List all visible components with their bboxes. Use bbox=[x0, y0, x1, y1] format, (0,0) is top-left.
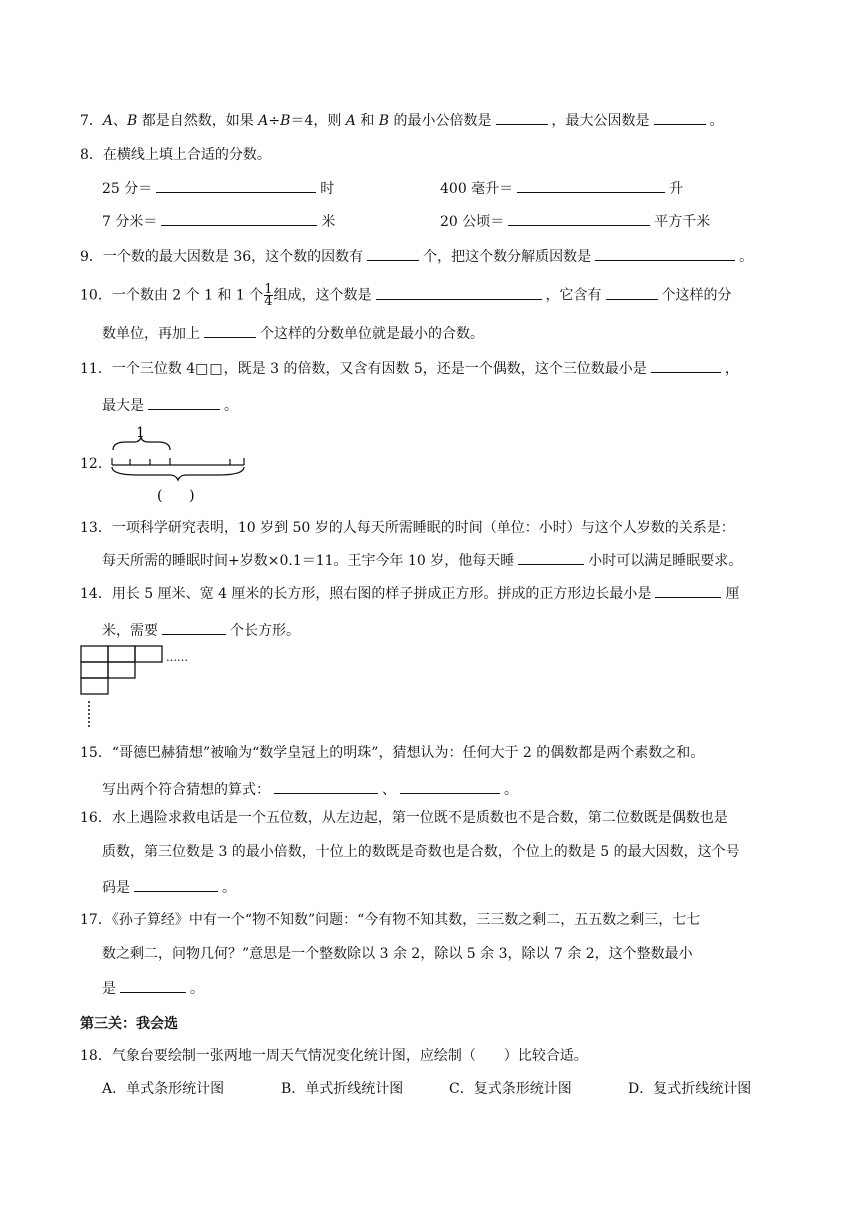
horizontal-continuation-dots: …… bbox=[166, 651, 188, 664]
q9-text: 9．一个数的最大因数是 36，这个数的因数有 bbox=[80, 249, 364, 265]
q16-text: 码是 bbox=[102, 880, 130, 896]
q18-option-d[interactable]: D．复式折线统计图 bbox=[628, 1081, 752, 1097]
answer-blank[interactable] bbox=[606, 285, 658, 300]
answer-blank[interactable] bbox=[651, 358, 721, 373]
vertical-continuation-dots bbox=[88, 701, 90, 727]
q7-text: 、 bbox=[113, 113, 128, 129]
answer-blank[interactable] bbox=[148, 395, 220, 410]
digit-boxes: □□ bbox=[195, 361, 224, 377]
answer-blank[interactable] bbox=[376, 285, 542, 300]
answer-blank[interactable] bbox=[654, 110, 706, 125]
answer-blank[interactable] bbox=[134, 877, 218, 892]
q7-text: ，最大公因数是 bbox=[551, 113, 650, 129]
fraction-one-quarter bbox=[264, 284, 272, 307]
answer-blank[interactable] bbox=[162, 620, 226, 635]
rectangle-tile bbox=[81, 678, 108, 694]
q12-line-segment-figure bbox=[108, 420, 248, 504]
question-15: 15．“哥德巴赫猜想”被喻为“数学皇冠上的明珠”，猜想认为：任何大于 2 的偶数都是两个素数之和。 bbox=[80, 745, 705, 761]
fraction-numerator: 1 bbox=[264, 282, 273, 297]
var-a: A bbox=[102, 113, 114, 129]
q8-item bbox=[440, 211, 710, 232]
var-a: A bbox=[345, 113, 356, 129]
var-b: B bbox=[127, 113, 138, 129]
answer-blank[interactable] bbox=[595, 246, 735, 261]
q7-text: ÷ bbox=[268, 113, 281, 129]
q10-text: ，它含有 bbox=[545, 287, 602, 304]
q13-text: 小时可以满足睡眠要求。 bbox=[588, 553, 743, 569]
fraction-denominator: 4 bbox=[264, 294, 273, 309]
q17-text: 。 bbox=[190, 981, 204, 997]
q14-text: 个长方形。 bbox=[230, 623, 300, 639]
q15-text: 写出两个符合猜想的算式： bbox=[102, 782, 270, 798]
answer-blank[interactable] bbox=[655, 583, 721, 598]
question-15-line2 bbox=[102, 779, 518, 800]
bottom-brace bbox=[112, 467, 244, 480]
q10-text: 个这样的分数单位就是最小的合数。 bbox=[260, 326, 484, 342]
question-8-title: 8．在横线上填上合适的分数。 bbox=[80, 147, 271, 163]
q7-text: 的最小公倍数是 bbox=[389, 113, 492, 129]
q8-item-label: 20 公顷＝ bbox=[440, 214, 505, 230]
q10-text: 10．一个数由 2 个 1 和 1 个 bbox=[80, 287, 264, 304]
q15-text: 、 bbox=[382, 782, 396, 798]
question-14 bbox=[80, 583, 739, 604]
rectangle-tile bbox=[81, 662, 108, 678]
question-13: 13．一项科学研究表明，10 岁到 50 岁的人每天所需睡眠的时间（单位：小时）与这个人岁数的关系是： bbox=[80, 520, 735, 536]
question-11-line2 bbox=[102, 395, 238, 416]
q14-text: 米，需要 bbox=[102, 623, 158, 639]
rectangle-tile bbox=[108, 662, 135, 678]
question-17-line3 bbox=[102, 978, 204, 999]
q7-text: 。 bbox=[709, 113, 724, 129]
q11-text: ， bbox=[724, 361, 739, 377]
q8-item-unit: 升 bbox=[669, 181, 684, 197]
q15-text: 。 bbox=[504, 782, 518, 798]
rectangle-tile bbox=[81, 646, 108, 662]
question-13-line2 bbox=[102, 550, 742, 571]
var-a: A bbox=[258, 113, 269, 129]
q14-text: 14．用长 5 厘米、宽 4 厘米的长方形，照右图的样子拼成正方形。拼成的正方形边长最小是 bbox=[80, 586, 652, 602]
q10-text: 数单位，再加上 bbox=[102, 326, 200, 342]
question-17: 17．《孙子算经》中有一个“物不知数”问题：“今有物不知其数，三三数之剩二，五五数之剩三，七七 bbox=[80, 912, 701, 928]
answer-blank[interactable] bbox=[400, 779, 500, 794]
q8-item-label: 25 分＝ bbox=[102, 181, 153, 197]
answer-blank[interactable] bbox=[161, 211, 317, 226]
q14-text: 厘 bbox=[725, 586, 740, 602]
question-18: 18．气象台要绘制一张两地一周天气情况变化统计图，应绘制（ ）比较合适。 bbox=[80, 1048, 588, 1064]
q8-item-unit: 时 bbox=[320, 181, 335, 197]
answer-blank[interactable] bbox=[204, 323, 256, 338]
rectangle-tile bbox=[108, 646, 135, 662]
q8-item bbox=[102, 211, 335, 232]
top-brace bbox=[113, 437, 170, 450]
q8-item-label: 400 毫升＝ bbox=[440, 181, 514, 197]
q11-text: ，既是 3 的倍数，又含有因数 5，还是一个偶数，这个三位数最小是 bbox=[223, 361, 647, 377]
q12-bottom-label: ( ) bbox=[157, 488, 195, 504]
answer-blank[interactable] bbox=[496, 110, 548, 125]
q10-text: 组成，这个数是 bbox=[273, 287, 372, 304]
q8-item-unit: 米 bbox=[321, 214, 336, 230]
q7-text: 都是自然数，如果 bbox=[137, 113, 259, 129]
section-3-heading: 第三关：我会选 bbox=[80, 1016, 178, 1032]
q7-text: ＝4，则 bbox=[290, 113, 346, 129]
question-10-line2 bbox=[102, 323, 484, 344]
question-16-line3 bbox=[102, 877, 236, 898]
var-b: B bbox=[280, 113, 291, 129]
q7-number: 7． bbox=[80, 113, 103, 129]
question-16: 16．水上遇险求救电话是一个五位数，从左边起，第一位既不是质数也不是合数，第二位数既是偶数也是 bbox=[80, 810, 728, 826]
answer-blank[interactable] bbox=[518, 550, 584, 565]
answer-blank[interactable] bbox=[274, 779, 378, 794]
q9-text: 个，把这个数分解质因数是 bbox=[423, 249, 592, 265]
answer-blank[interactable] bbox=[367, 246, 419, 261]
q18-option-a[interactable]: A．单式条形统计图 bbox=[102, 1081, 225, 1097]
var-b: B bbox=[378, 113, 390, 129]
q8-item bbox=[102, 178, 334, 199]
q8-item-label: 7 分米＝ bbox=[102, 214, 158, 230]
q11-text: 最大是 bbox=[102, 398, 144, 414]
q16-text: 。 bbox=[222, 880, 236, 896]
q9-text: 。 bbox=[739, 249, 754, 265]
q11-text: 11．一个三位数 4 bbox=[80, 361, 196, 377]
q14-rectangle-tiling-figure bbox=[80, 645, 210, 733]
question-16-line2: 质数，第三位数是 3 的最小倍数，十位上的数既是奇数也是合数，个位上的数是 5 的最大因数，这个号 bbox=[102, 844, 740, 860]
answer-blank[interactable] bbox=[517, 178, 665, 193]
question-14-line2 bbox=[102, 620, 300, 641]
q10-text: 个这样的分 bbox=[661, 287, 732, 304]
question-7 bbox=[80, 110, 724, 131]
answer-blank[interactable] bbox=[508, 211, 650, 226]
q11-text: 。 bbox=[224, 398, 238, 414]
q13-text: 每天所需的睡眠时间+岁数×0.1＝11。王宇今年 10 岁，他每天睡 bbox=[102, 553, 515, 569]
question-17-line2: 数之剩二，问物几何？”意思是一个整数除以 3 余 2，除以 5 余 3，除以 7 余 2，这个整数最小 bbox=[102, 946, 693, 962]
question-9 bbox=[80, 246, 753, 267]
question-10 bbox=[80, 284, 732, 307]
answer-blank[interactable] bbox=[156, 178, 316, 193]
q8-item-unit: 平方千米 bbox=[654, 214, 711, 230]
q18-option-c[interactable]: C．复式条形统计图 bbox=[449, 1081, 572, 1097]
rectangle-tile bbox=[135, 646, 162, 662]
q7-text: 和 bbox=[355, 113, 379, 129]
q17-text: 是 bbox=[102, 981, 116, 997]
question-12-number: 12． bbox=[80, 456, 112, 472]
q8-item bbox=[440, 178, 683, 199]
q18-option-b[interactable]: B．单式折线统计图 bbox=[281, 1081, 404, 1097]
answer-blank[interactable] bbox=[120, 978, 186, 993]
q12-top-label: 1 bbox=[136, 425, 145, 441]
question-11 bbox=[80, 358, 739, 379]
